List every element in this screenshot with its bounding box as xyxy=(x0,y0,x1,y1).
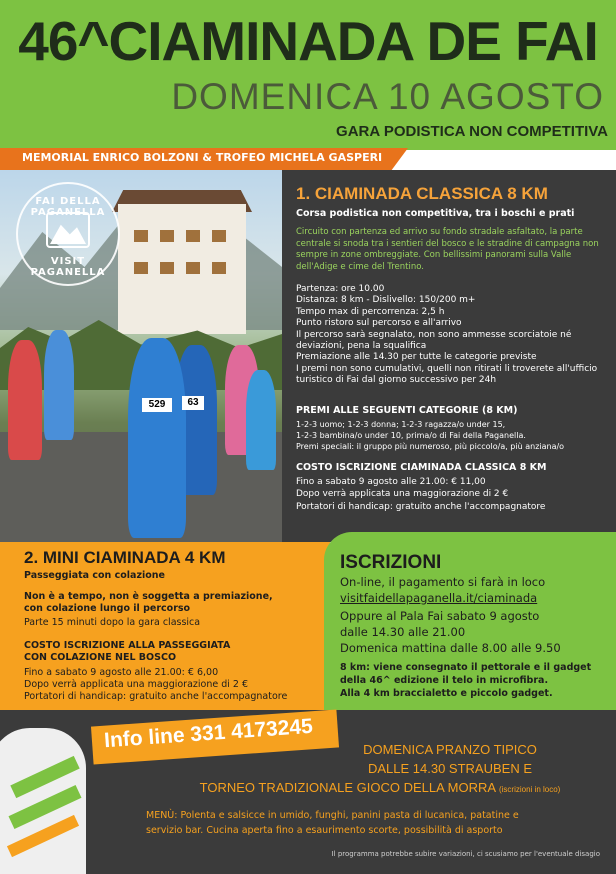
prizes-title: PREMI ALLE SEGUENTI CATEGORIE (8 KM) xyxy=(296,405,518,416)
window xyxy=(160,262,174,274)
window xyxy=(134,230,148,242)
mini-rules: Non è a tempo, non è soggetta a premiazione, con colazione lungo il percorso xyxy=(24,591,273,614)
menu-text: MENÙ: Polenta e salsicce in umido, funghi, panini pasta di lucanica, patatine e servizio bar. Cucina aperta fino a esaurimento scorte, possibilità di asporto xyxy=(146,810,519,836)
iscrizioni-gadgets: 8 km: viene consegnato il pettorale e il gadget della 46^ edizione il telo in microfibra. Alla 4 km braccialetto e piccolo gadget. xyxy=(340,662,592,699)
torneo-note: (iscrizioni in loco) xyxy=(498,785,561,794)
classica-description: Circuito con partenza ed arrivo su fondo stradale asfaltato, la parte centrale si snoda tra i sentieri del bosco e le stradine di campagna non sempre in zone ombreggiate. Con bellissimi panorami sulla Valle dell'Adige e cime del Trentino. xyxy=(296,227,599,272)
iscrizioni-times: Oppure al Pala Fai sabato 9 agosto dalle 14.30 alle 21.00 Domenica mattina dalle 8.00 alle 9.50 xyxy=(340,609,561,655)
window xyxy=(134,262,148,274)
race-bib: 63 xyxy=(182,396,204,410)
race-bib: 529 xyxy=(142,398,172,412)
iscrizioni-title: ISCRIZIONI xyxy=(340,552,442,573)
classica-subtitle: Corsa podistica non competitiva, tra i boschi e prati xyxy=(296,208,575,219)
runner-figure xyxy=(128,338,186,538)
classica-title: 1. CIAMINADA CLASSICA 8 KM xyxy=(296,184,548,203)
info-line-phone[interactable]: Info line 331 4173245 xyxy=(103,714,314,753)
window xyxy=(186,262,200,274)
race-type: GARA PODISTICA NON COMPETITIVA xyxy=(336,123,608,140)
prizes-list: 1-2-3 uomo; 1-2-3 donna; 1-2-3 ragazza/o under 15, 1-2-3 bambina/o under 10, prima/o di Fai della Paganella. Premi speciali: il gruppo più numeroso, più piccolo/a, più anziana/o xyxy=(296,420,565,451)
registration-link[interactable]: visitfaidellapaganella.it/ciaminada xyxy=(340,591,538,605)
window xyxy=(186,230,200,242)
torneo-text: TORNEO TRADIZIONALE GIOCO DELLA MORRA (iscrizioni in loco) xyxy=(199,780,561,795)
window xyxy=(160,230,174,242)
event-title: 46^CIAMINADA DE FAI xyxy=(18,10,598,72)
classica-cost-list: Fino a sabato 9 agosto alle 21.00: € 11,00 Dopo verrà applicata una maggiorazione di 2 € Portatori di handicap: gratuito anche l'accompagnatore xyxy=(296,477,546,512)
runner-figure xyxy=(44,330,74,440)
mini-cost-list: Fino a sabato 9 agosto alle 21.00: € 6,00 Dopo verrà applicata una maggiorazione di 2 € Portatori di handicap: gratuito anche l'accompagnatore xyxy=(24,667,288,702)
mini-note: Parte 15 minuti dopo la gara classica xyxy=(24,617,201,628)
mini-cost-title: COSTO ISCRIZIONE ALLA PASSEGGIATA CON COLAZIONE NEL BOSCO xyxy=(24,640,231,663)
runner-figure xyxy=(246,370,276,470)
pranzo-text: DOMENICA PRANZO TIPICO DALLE 14.30 STRAUBEN E xyxy=(363,742,537,776)
iscrizioni-online: On-line, il pagamento si farà in loco xyxy=(340,575,546,589)
window xyxy=(212,262,226,274)
mini-subtitle: Passeggiata con colazione xyxy=(24,570,165,581)
mini-title: 2. MINI CIAMINADA 4 KM xyxy=(24,548,226,567)
window xyxy=(212,230,226,242)
classica-details: Partenza: ore 10.00 Distanza: 8 km - Dislivello: 150/200 m+ Tempo max di percorrenza: 2,5 h Punto ristoro sul percorso e all'arrivo Il percorso sarà segnalato, non sono ammesse scorciatoie né deviazioni, pena la squalifica Premiazione alle 14.30 per tutte le categorie previste I premi non sono cumulativi, quelli non ritirati li troverete all'ufficio turistico di Fai dal giorno successivo per 24h xyxy=(296,284,598,386)
event-date: DOMENICA 10 AGOSTO xyxy=(171,76,604,117)
logo-bottom-text: VISIT PAGANELLA xyxy=(30,256,106,278)
logo-top-text: FAI DELLA PAGANELLA xyxy=(30,196,106,218)
memorial-text: MEMORIAL ENRICO BOLZONI & TROFEO MICHELA GASPERI xyxy=(22,151,383,164)
classica-cost-title: COSTO ISCRIZIONE CIAMINADA CLASSICA 8 KM xyxy=(296,462,547,473)
disclaimer: Il programma potrebbe subire variazioni, ci scusiamo per l'eventuale disagio xyxy=(331,850,600,858)
runner-figure xyxy=(8,340,42,460)
